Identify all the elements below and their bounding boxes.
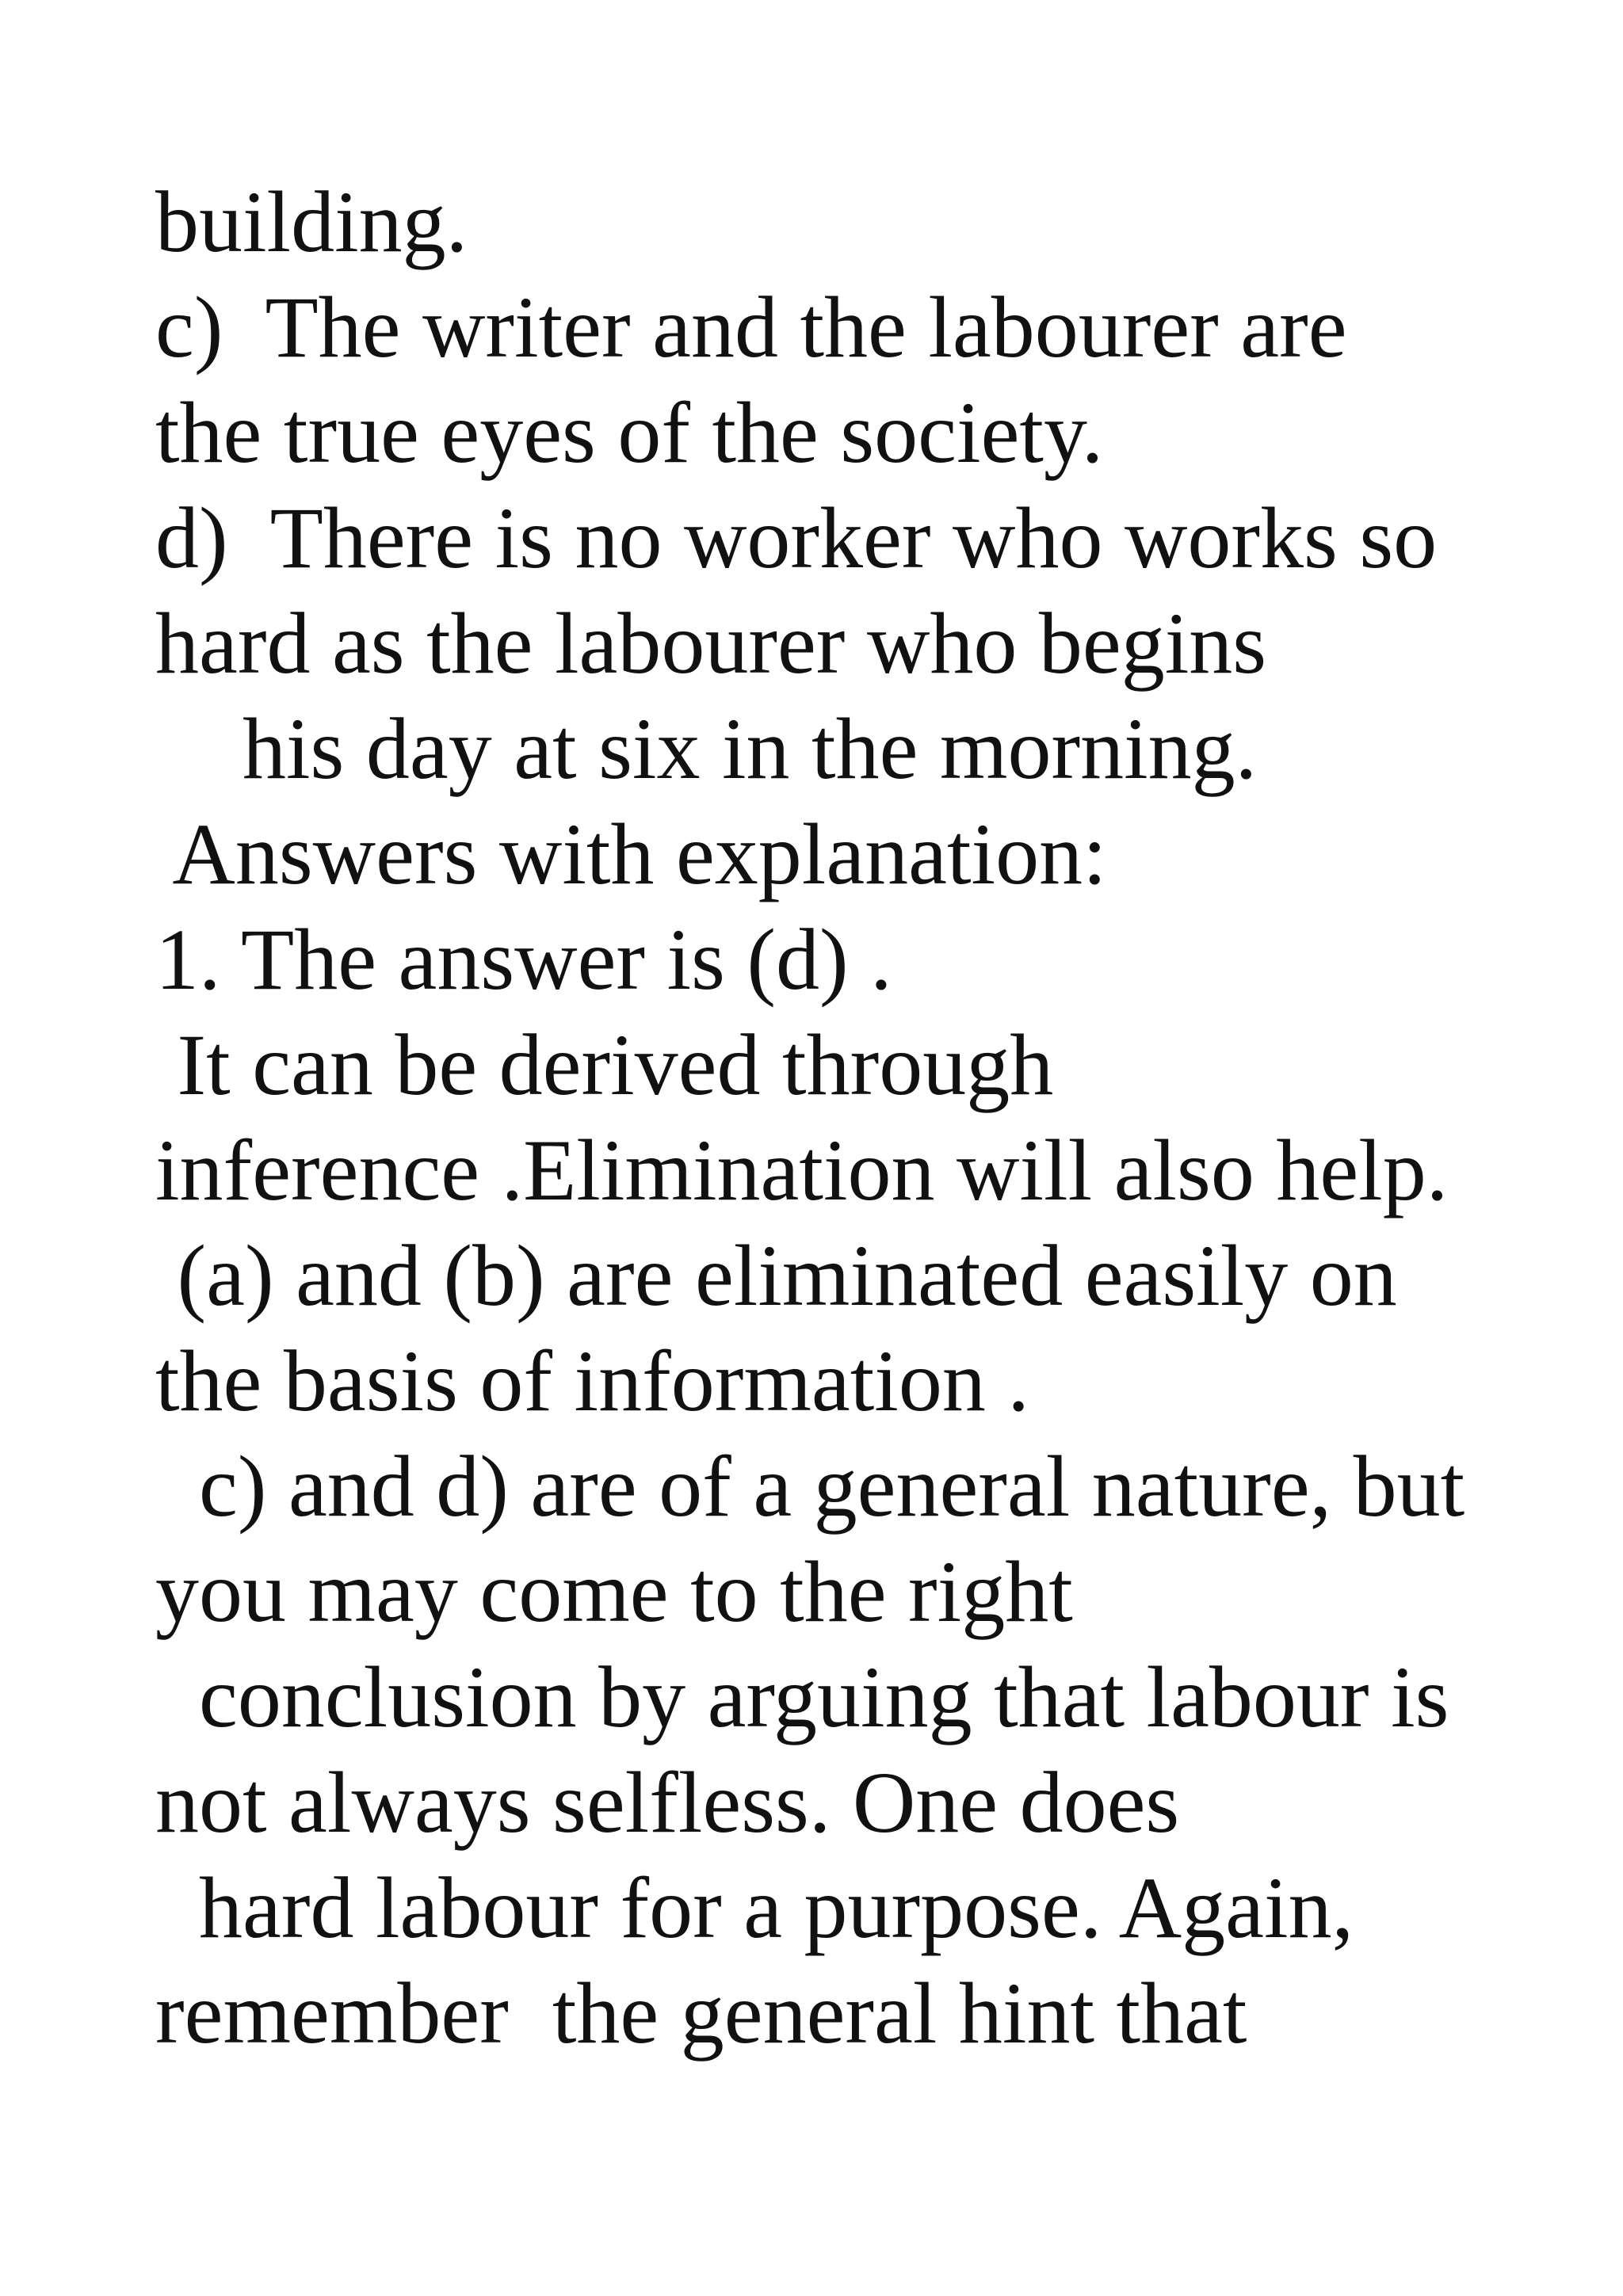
text-line: Answers with explanation:: [155, 806, 1107, 902]
text-line: 1. The answer is (d) .: [155, 911, 892, 1008]
text-line: remember the general hint that: [155, 1965, 1247, 2061]
text-line: building.: [155, 174, 468, 270]
text-line: c) and d) are of a general nature, but: [155, 1438, 1465, 1535]
text-line: d) There is no worker who works so: [155, 490, 1438, 586]
text-line: inference .Elimination will also help.: [155, 1122, 1449, 1219]
text-line: the basis of information .: [155, 1333, 1029, 1429]
text-line: (a) and (b) are eliminated easily on: [155, 1227, 1397, 1324]
text-line: hard as the labourer who begins: [155, 595, 1267, 692]
text-line: the true eyes of the society.: [155, 384, 1104, 481]
text-line: conclusion by arguing that labour is: [155, 1649, 1449, 1745]
text-line: you may come to the right: [155, 1543, 1073, 1640]
document-body: [155, 170, 1582, 2066]
text-line: c) The writer and the labourer are: [155, 279, 1347, 376]
text-line: hard labour for a purpose. Again,: [155, 1859, 1354, 1956]
text-line: not always selfless. One does: [155, 1754, 1180, 1851]
text-line: It can be derived through: [155, 1016, 1054, 1113]
text-line: his day at six in the morning.: [155, 700, 1258, 797]
